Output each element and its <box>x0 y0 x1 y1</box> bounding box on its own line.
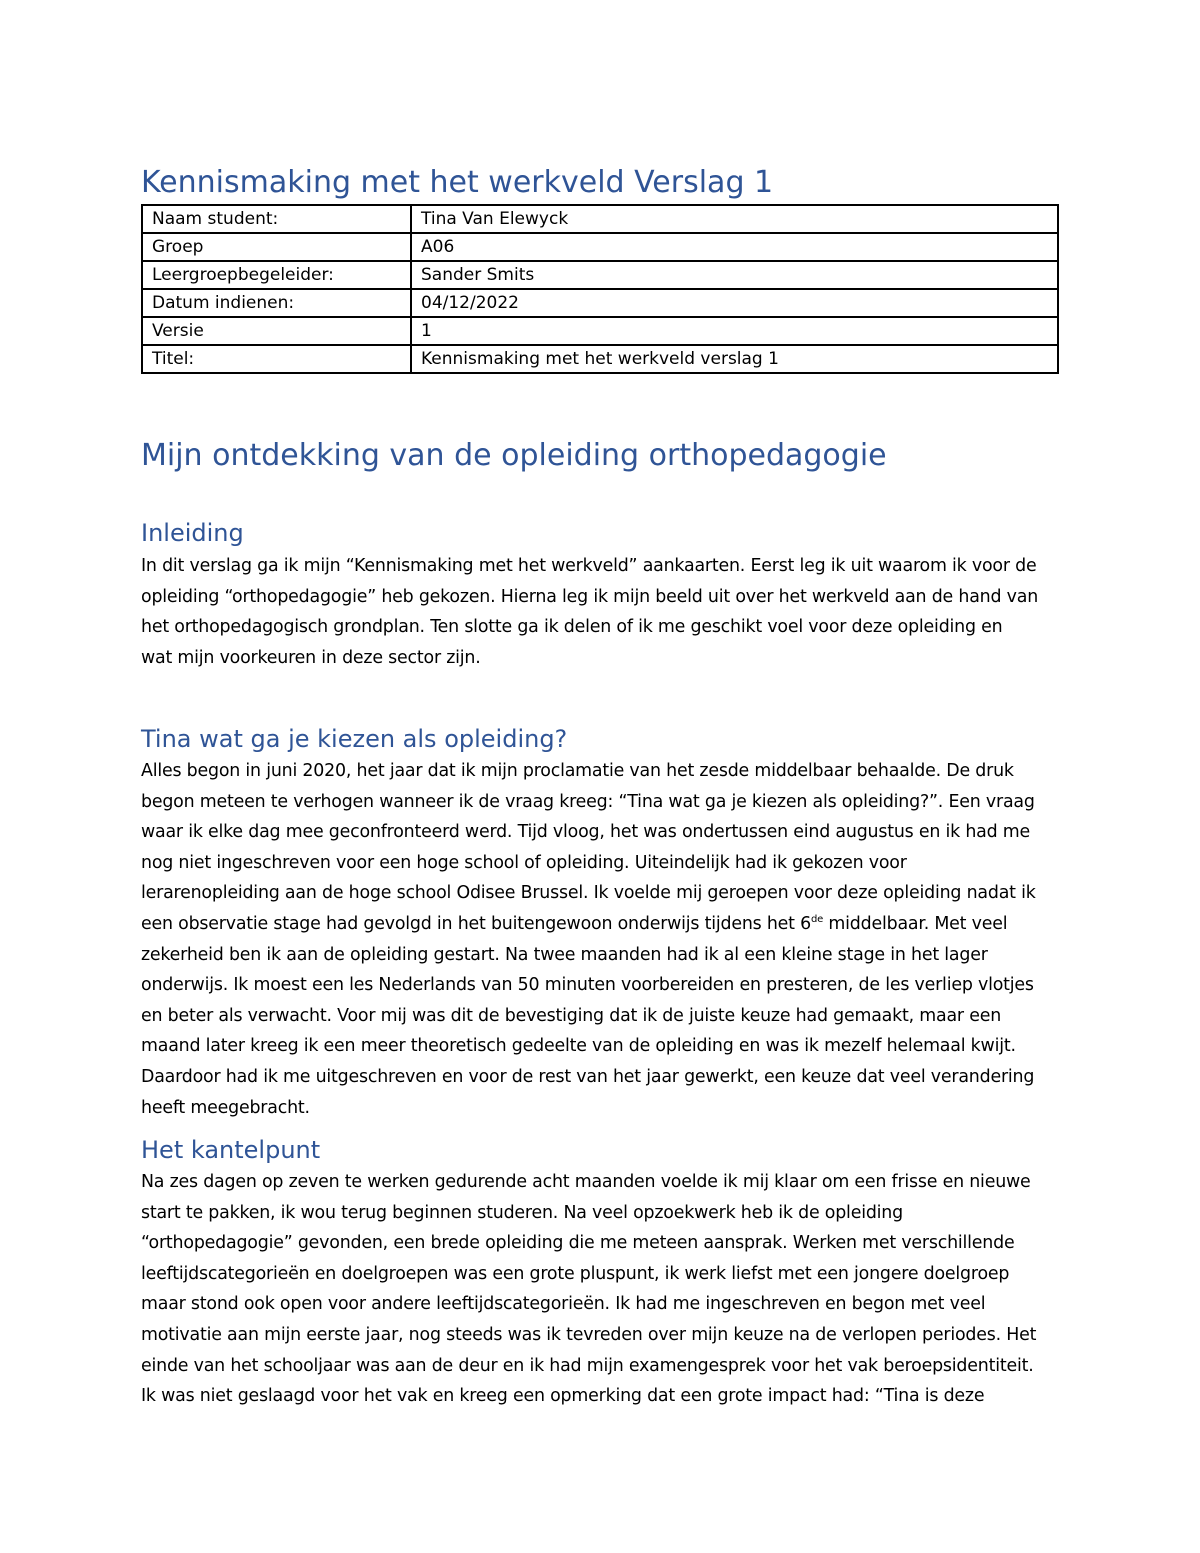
heading-inleiding: Inleiding <box>141 519 244 547</box>
text-line: einde van het schooljaar was aan de deur en ik had mijn examengesprek voor het vak beroepsidentiteit. <box>141 1355 1034 1376</box>
text-line: “orthopedagogie” gevonden, een brede opleiding die me meteen aansprak. Werken met verschillende <box>141 1233 1015 1254</box>
table-row <box>142 345 1058 373</box>
table-value: 04/12/2022 <box>411 289 1058 317</box>
table-row <box>142 261 1058 289</box>
paragraph-keuze <box>141 756 1059 1123</box>
text-line: opleiding “orthopedagogie” heb gekozen. Hierna leg ik mijn beeld uit over het werkveld aan de hand van <box>141 586 1039 607</box>
table-value: Tina Van Elewyck <box>411 205 1058 233</box>
text-line: Ik was niet geslaagd voor het vak en kreeg een opmerking dat een grote impact had: “Tina is deze <box>141 1386 985 1407</box>
table-value: Kennismaking met het werkveld verslag 1 <box>411 345 1058 373</box>
heading-keuze: Tina wat ga je kiezen als opleiding? <box>141 725 568 753</box>
text-line: waar ik elke dag mee geconfronteerd werd. Tijd vloog, het was ondertussen eind augustus en ik had me <box>141 822 1031 843</box>
text-line: start te pakken, ik wou terug beginnen studeren. Na veel opzoekwerk heb ik de opleiding <box>141 1202 903 1223</box>
paragraph-kantelpunt <box>141 1167 1059 1412</box>
document-title: Kennismaking met het werkveld Verslag 1 <box>141 165 774 200</box>
text-line: Daardoor had ik me uitgeschreven en voor de rest van het jaar gewerkt, een keuze dat veel verandering <box>141 1066 1035 1087</box>
text-fragment: middelbaar. Met veel <box>823 913 1008 934</box>
table-row <box>142 289 1058 317</box>
text-line: Na zes dagen op zeven te werken gedurende acht maanden voelde ik mij klaar om een frisse en nieuwe <box>141 1172 1031 1192</box>
table-label: Titel: <box>142 345 411 373</box>
text-line: maand later kreeg ik een meer theoretisch gedeelte van de opleiding en was ik mezelf helemaal kwijt. <box>141 1036 1016 1057</box>
text-line: nog niet ingeschreven voor een hoge school of opleiding. Uiteindelijk had ik gekozen voor <box>141 852 907 873</box>
text-line: In dit verslag ga ik mijn “Kennismaking met het werkveld” aankaarten. Eerst leg ik uit waarom ik voor de <box>141 556 1037 576</box>
table-row <box>142 317 1058 345</box>
table-value: A06 <box>411 233 1058 261</box>
superscript: de <box>810 913 824 925</box>
table-label: Versie <box>142 317 411 345</box>
heading-kantelpunt: Het kantelpunt <box>141 1136 321 1164</box>
text-line: maar stond ook open voor andere leeftijdscategorieën. Ik had me ingeschreven en begon met veel <box>141 1294 986 1315</box>
table-label: Groep <box>142 233 411 261</box>
text-fragment: een observatie stage had gevolgd in het buitengewoon onderwijs tijdens het 6 <box>141 913 811 934</box>
table-label: Datum indienen: <box>142 289 411 317</box>
text-line: lerarenopleiding aan de hoge school Odisee Brussel. Ik voelde mij geroepen voor deze opleiding nadat ik <box>141 883 1036 904</box>
text-line: Alles begon in juni 2020, het jaar dat ik mijn proclamatie van het zesde middelbaar behaalde. De druk <box>141 761 1014 781</box>
text-line: begon meteen te verhogen wanneer ik de vraag kreeg: “Tina wat ga je kiezen als opleiding?”. Een vraag <box>141 791 1035 812</box>
text-line: motivatie aan mijn eerste jaar, nog steeds was ik tevreden over mijn keuze na de verlopen periodes. Het <box>141 1324 1037 1345</box>
section-title: Mijn ontdekking van de opleiding orthopedagogie <box>141 438 887 473</box>
table-row <box>142 233 1058 261</box>
table-value: Sander Smits <box>411 261 1058 289</box>
text-line: en beter als verwacht. Voor mij was dit de bevestiging dat ik de juiste keuze had gemaakt, maar een <box>141 1005 1002 1026</box>
text-line: wat mijn voorkeuren in deze sector zijn. <box>141 647 481 668</box>
student-info-table <box>141 204 1059 374</box>
text-line: het orthopedagogisch grondplan. Ten slotte ga ik delen of ik me geschikt voel voor deze opleiding en <box>141 617 1003 638</box>
text-line: leeftijdscategorieën en doelgroepen was een grote pluspunt, ik werk liefst met een jongere doelgroep <box>141 1263 1010 1284</box>
table-label: Naam student: <box>142 205 411 233</box>
table-row <box>142 205 1058 233</box>
paragraph-inleiding <box>141 551 1059 673</box>
table-value: 1 <box>411 317 1058 345</box>
text-line <box>141 909 1059 940</box>
text-line: onderwijs. Ik moest een les Nederlands van 50 minuten voorbereiden en presteren, de les verliep vlotjes <box>141 975 1034 996</box>
table-label: Leergroepbegeleider: <box>142 261 411 289</box>
text-line: heeft meegebracht. <box>141 1097 310 1118</box>
text-line: zekerheid ben ik aan de opleiding gestart. Na twee maanden had ik al een kleine stage in het lager <box>141 944 988 965</box>
